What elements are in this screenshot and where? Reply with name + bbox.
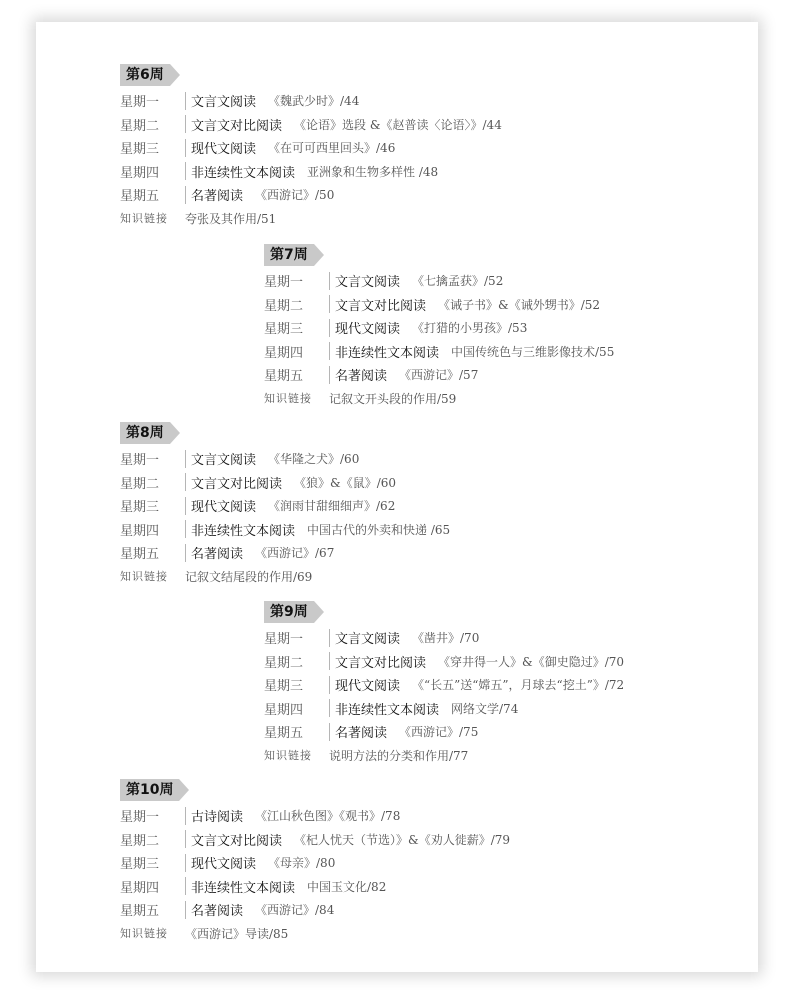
row-divider	[185, 854, 186, 872]
toc-row[interactable]	[120, 494, 450, 518]
category-label: 名著阅读	[191, 547, 244, 563]
weekday-label: 星期二	[120, 833, 160, 849]
category-label: 名著阅读	[335, 726, 388, 742]
row-divider	[185, 830, 186, 848]
weekday-label: 星期一	[120, 453, 160, 469]
toc-row[interactable]	[120, 541, 450, 565]
category-label: 文言文对比阅读	[335, 298, 427, 314]
category-label: 非连续性文本阅读	[191, 523, 296, 539]
row-divider	[329, 272, 330, 290]
row-divider	[185, 92, 186, 110]
toc-row[interactable]	[264, 269, 614, 293]
row-divider	[185, 901, 186, 919]
weekday-label: 星期五	[120, 904, 160, 920]
entry-text: 《西游记》/84	[255, 903, 335, 918]
entry-text: 《狼》&《鼠》/60	[294, 475, 397, 490]
entry-text: 中国古代的外卖和快递 /65	[307, 522, 451, 537]
toc-row[interactable]	[264, 697, 624, 721]
knowledge-link-label: 知识链接	[120, 570, 168, 584]
category-label: 文言文阅读	[335, 275, 401, 291]
row-divider	[185, 520, 186, 538]
weekday-label: 星期一	[120, 810, 160, 826]
weekday-label: 星期一	[120, 95, 160, 111]
category-label: 非连续性文本阅读	[191, 880, 296, 896]
toc-row[interactable]	[264, 650, 624, 674]
row-divider	[329, 723, 330, 741]
weekday-label: 星期五	[264, 369, 304, 385]
week-9-heading: 第9周	[264, 601, 314, 623]
knowledge-link-text: 说明方法的分类和作用/77	[329, 748, 469, 763]
entry-text: 《西游记》/67	[255, 546, 335, 561]
toc-row[interactable]	[120, 471, 450, 495]
toc-row[interactable]	[264, 340, 614, 364]
toc-row[interactable]	[264, 363, 614, 387]
knowledge-link-row[interactable]	[120, 565, 450, 589]
toc-row[interactable]	[264, 673, 624, 697]
toc-row[interactable]	[120, 183, 502, 207]
weekday-label: 星期二	[264, 655, 304, 671]
entry-text: 《魏武少时》/44	[268, 94, 360, 109]
category-label: 文言文阅读	[191, 453, 257, 469]
entry-text: 《凿井》/70	[412, 631, 480, 646]
weekday-label: 星期二	[264, 298, 304, 314]
category-label: 非连续性文本阅读	[335, 345, 440, 361]
week-10-heading: 第10周	[120, 779, 179, 801]
toc-row[interactable]	[120, 113, 502, 137]
entry-text: 《穿井得一人》&《御史隐过》/70	[438, 654, 625, 669]
weekday-label: 星期二	[120, 476, 160, 492]
week-6-block	[120, 64, 502, 230]
toc-page	[36, 22, 758, 972]
entry-text: 《七擒孟获》/52	[412, 274, 504, 289]
row-divider	[185, 544, 186, 562]
row-divider	[329, 319, 330, 337]
weekday-label: 星期三	[120, 142, 160, 158]
toc-row[interactable]	[120, 828, 510, 852]
entry-text: 《杞人忧天（节选）》&《劝人徙薪》/79	[294, 832, 511, 847]
week-8-heading: 第8周	[120, 422, 170, 444]
knowledge-link-label: 知识链接	[264, 749, 312, 763]
weekday-label: 星期三	[120, 857, 160, 873]
entry-text: 《在可可西里回头》/46	[268, 141, 396, 156]
row-divider	[185, 115, 186, 133]
knowledge-link-row[interactable]	[264, 387, 614, 411]
weekday-label: 星期三	[264, 322, 304, 338]
category-label: 名著阅读	[191, 904, 244, 920]
row-divider	[185, 473, 186, 491]
entry-text: 《西游记》/50	[255, 188, 335, 203]
weekday-label: 星期四	[264, 345, 304, 361]
toc-row[interactable]	[120, 875, 510, 899]
weekday-label: 星期五	[120, 189, 160, 205]
category-label: 非连续性文本阅读	[335, 702, 440, 718]
row-divider	[329, 699, 330, 717]
category-label: 现代文阅读	[191, 500, 257, 516]
knowledge-link-row[interactable]	[120, 207, 502, 231]
knowledge-link-label: 知识链接	[264, 392, 312, 406]
entry-text: 《润雨甘甜细细声》/62	[268, 499, 396, 514]
weekday-label: 星期四	[120, 165, 160, 181]
category-label: 文言文对比阅读	[335, 655, 427, 671]
weekday-label: 星期四	[264, 702, 304, 718]
knowledge-link-label: 知识链接	[120, 212, 168, 226]
row-divider	[329, 366, 330, 384]
category-label: 古诗阅读	[191, 810, 244, 826]
entry-text: 《华隆之犬》/60	[268, 452, 360, 467]
entry-text: 《西游记》/57	[399, 368, 479, 383]
entry-text: 网络文学/74	[451, 701, 519, 716]
category-label: 文言文对比阅读	[191, 833, 283, 849]
entry-text: 中国传统色与三维影像技术/55	[451, 344, 615, 359]
week-7-heading: 第7周	[264, 244, 314, 266]
weekday-label: 星期一	[264, 275, 304, 291]
entry-text: 《西游记》/75	[399, 725, 479, 740]
weekday-label: 星期五	[120, 547, 160, 563]
weekday-label: 星期三	[120, 500, 160, 516]
row-divider	[329, 629, 330, 647]
entry-text: 中国玉文化/82	[307, 879, 387, 894]
toc-row[interactable]	[264, 626, 624, 650]
category-label: 文言文阅读	[191, 95, 257, 111]
toc-row[interactable]	[120, 804, 510, 828]
toc-row[interactable]	[120, 89, 502, 113]
week-6-heading: 第6周	[120, 64, 170, 86]
category-label: 文言文对比阅读	[191, 476, 283, 492]
toc-row[interactable]	[264, 720, 624, 744]
category-label: 现代文阅读	[191, 857, 257, 873]
category-label: 名著阅读	[335, 369, 388, 385]
weekday-label: 星期五	[264, 726, 304, 742]
weekday-label: 星期一	[264, 632, 304, 648]
category-label: 现代文阅读	[335, 322, 401, 338]
toc-row[interactable]	[120, 136, 502, 160]
week-9-block	[264, 601, 624, 767]
category-label: 非连续性文本阅读	[191, 165, 296, 181]
knowledge-link-text: 记叙文结尾段的作用/69	[185, 569, 313, 584]
toc-row[interactable]	[120, 518, 450, 542]
knowledge-link-text: 夸张及其作用/51	[185, 211, 277, 226]
row-divider	[185, 139, 186, 157]
entry-text: 《打猎的小男孩》/53	[412, 321, 528, 336]
toc-row[interactable]	[264, 316, 614, 340]
entry-text: 《诫子书》&《诫外甥书》/52	[438, 297, 601, 312]
toc-row[interactable]	[120, 447, 450, 471]
row-divider	[329, 652, 330, 670]
row-divider	[185, 497, 186, 515]
knowledge-link-text: 《西游记》导读/85	[185, 926, 289, 941]
weekday-label: 星期四	[120, 880, 160, 896]
week-7-block	[264, 244, 614, 410]
entry-text: 《“长五”送“嫦五”，月球去“挖土”》/72	[412, 678, 625, 693]
weekday-label: 星期三	[264, 679, 304, 695]
week-10-block	[120, 779, 510, 945]
category-label: 文言文阅读	[335, 632, 401, 648]
category-label: 现代文阅读	[191, 142, 257, 158]
row-divider	[185, 162, 186, 180]
knowledge-link-row[interactable]	[120, 922, 510, 946]
entry-text: 《江山秋色图》《观书》/78	[255, 809, 401, 824]
toc-row[interactable]	[264, 293, 614, 317]
entry-text: 《母亲》/80	[268, 856, 336, 871]
row-divider	[185, 186, 186, 204]
knowledge-link-row[interactable]	[264, 744, 624, 768]
weekday-label: 星期二	[120, 118, 160, 134]
category-label: 文言文对比阅读	[191, 118, 283, 134]
toc-row[interactable]	[120, 160, 502, 184]
weekday-label: 星期四	[120, 523, 160, 539]
row-divider	[185, 877, 186, 895]
row-divider	[185, 450, 186, 468]
knowledge-link-text: 记叙文开头段的作用/59	[329, 391, 457, 406]
category-label: 名著阅读	[191, 189, 244, 205]
toc-row[interactable]	[120, 851, 510, 875]
toc-row[interactable]	[120, 898, 510, 922]
entry-text: 《论语》选段 &《赵普读〈论语〉》/44	[294, 117, 502, 132]
row-divider	[185, 807, 186, 825]
row-divider	[329, 295, 330, 313]
category-label: 现代文阅读	[335, 679, 401, 695]
entry-text: 亚洲象和生物多样性 /48	[307, 164, 439, 179]
row-divider	[329, 342, 330, 360]
knowledge-link-label: 知识链接	[120, 927, 168, 941]
row-divider	[329, 676, 330, 694]
week-8-block	[120, 422, 450, 588]
